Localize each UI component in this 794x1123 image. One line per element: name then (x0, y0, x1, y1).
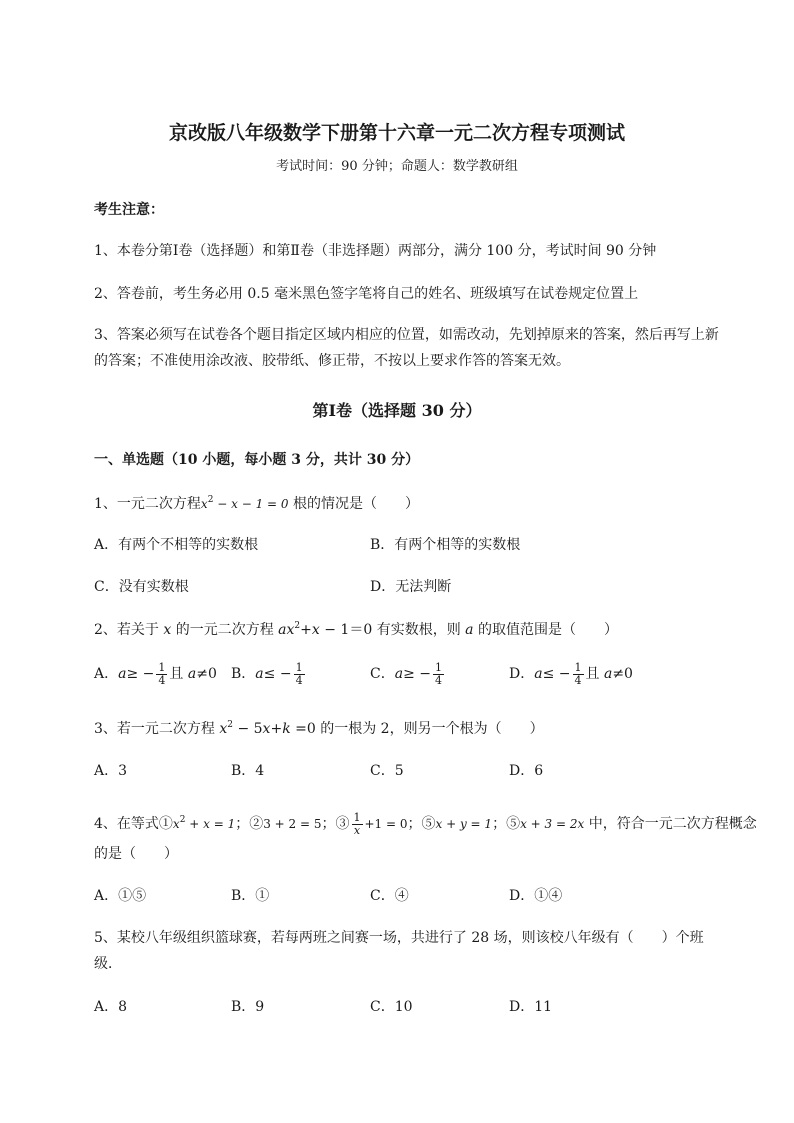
option-label: D． (509, 666, 535, 683)
option-label: B． (231, 666, 256, 683)
separator: ；⑤ (407, 816, 436, 833)
fraction (156, 662, 167, 686)
math-expr: − 5 (233, 721, 263, 737)
math-var: x (262, 721, 271, 737)
option-a[interactable]: A．①⑤ (94, 888, 147, 904)
question-text: 中，符合一元二次方程概念 (584, 816, 757, 833)
math-var: ax (278, 622, 295, 638)
math-var: a (118, 666, 127, 683)
question-text: 2、若关于 (94, 622, 164, 638)
notice-item: 2、答卷前，考生务必用 0.5 毫米黑色签字笔将自己的姓名、班级填写在试卷规定位置上 (94, 286, 639, 302)
math-var: a (255, 666, 264, 683)
option-d[interactable] (509, 662, 633, 686)
separator: ；③ (321, 816, 350, 833)
exponent: 2 (179, 815, 186, 826)
numerator: 1 (353, 811, 361, 824)
math-var: a (394, 666, 404, 683)
numerator: 1 (435, 661, 442, 674)
option-a[interactable]: A．有两个不相等的实数根 (94, 537, 259, 553)
separator: ；⑤ (492, 816, 521, 833)
question-text: 的一元二次方程 (171, 622, 279, 638)
question-3-stem (94, 721, 544, 736)
option-b[interactable]: B．9 (231, 999, 265, 1015)
math-var: x (163, 622, 172, 638)
numerator: 1 (158, 661, 166, 674)
math-var: a (187, 666, 197, 683)
math-op: ≥ − (403, 666, 431, 683)
section-title: 第Ⅰ卷（选择题 30 分） (312, 401, 482, 420)
math-var: a (465, 622, 474, 638)
separator: ；② (235, 816, 264, 833)
math-var: a (534, 666, 543, 683)
option-c[interactable]: C．没有实数根 (94, 579, 189, 595)
notice-item: 3、答案必须写在试卷各个题目指定区域内相应的位置，如需改动，先划掉原来的答案，然后再写上新 (94, 327, 719, 343)
fraction (573, 662, 584, 686)
question-5-stem: 5、某校八年级组织篮球赛，若每两班之间赛一场，共进行了 28 场，则该校八年级有（ ）个班 (94, 930, 704, 946)
math-var: x (219, 721, 228, 737)
denominator: 4 (158, 673, 166, 687)
option-a[interactable]: A．3 (94, 763, 128, 779)
option-c[interactable]: C．④ (370, 888, 409, 904)
question-text: 的取值范围是（ ） (473, 622, 618, 638)
math-text: 且 (169, 666, 188, 683)
option-label: C． (370, 666, 395, 683)
math-op: ≤ − (263, 666, 292, 683)
notice-heading: 考生注意： (94, 202, 164, 218)
question-text: − 1＝0 有实数根，则 (319, 622, 466, 638)
denominator: x (353, 823, 361, 837)
question-5-continuation: 级． (94, 956, 122, 972)
numerator: 1 (295, 661, 303, 674)
option-d[interactable]: D．无法判断 (370, 579, 452, 595)
equation: 3 + 2 = 5 (263, 817, 322, 832)
equation: +1 = 0 (364, 817, 408, 832)
option-d[interactable]: D．①④ (509, 888, 563, 904)
part-heading: 一、单选题（10 小题，每小题 3 分，共计 30 分） (94, 452, 420, 468)
notice-item: 1、本卷分第Ⅰ卷（选择题）和第Ⅱ卷（非选择题）两部分，满分 100 分，考试时间 90 分钟 (94, 243, 657, 259)
math-text: 且 (585, 666, 604, 683)
math-expr: + x = 1 (185, 817, 236, 832)
question-text: 1、一元二次方程 (94, 496, 201, 512)
equation: x + 3 = 2x (520, 817, 585, 832)
option-b[interactable]: B．① (231, 888, 270, 904)
option-d[interactable]: D．6 (509, 763, 544, 779)
option-b[interactable] (231, 662, 307, 686)
denominator: 4 (574, 673, 582, 687)
option-d[interactable]: D．11 (509, 999, 553, 1015)
equation (201, 497, 289, 511)
math-var: a (603, 666, 613, 683)
question-text: 3、若一元二次方程 (94, 721, 220, 737)
exponent: 2 (207, 495, 214, 505)
math-var: x (172, 817, 180, 832)
math-op: + (300, 622, 312, 638)
fraction (352, 812, 363, 836)
math-op: ≠0 (612, 666, 633, 683)
option-c[interactable]: C．5 (370, 763, 404, 779)
question-4-continuation: 的是（ ） (94, 846, 178, 862)
equation (173, 817, 235, 831)
math-expr: − x − 1 = 0 (213, 497, 289, 511)
fraction (294, 662, 305, 686)
exponent: 2 (227, 720, 233, 730)
math-op: + (270, 721, 283, 737)
question-text: 4、在等式① (94, 816, 173, 833)
fraction (433, 662, 444, 686)
page-title: 京改版八年级数学下册第十六章一元二次方程专项测试 (168, 122, 625, 144)
option-b[interactable]: B．4 (231, 763, 265, 779)
math-op: ≠0 (196, 666, 217, 683)
denominator: 4 (435, 673, 442, 687)
question-text: =0 的一根为 2，则另一个根为（ ） (290, 721, 544, 737)
option-label: A． (94, 666, 119, 683)
numerator: 1 (574, 661, 582, 674)
math-op: ≥ − (126, 666, 155, 683)
exam-info: 考试时间：90 分钟；命题人：数学教研组 (276, 159, 518, 174)
option-b[interactable]: B．有两个相等的实数根 (370, 537, 521, 553)
question-4-stem (94, 812, 757, 836)
math-var: x (311, 622, 320, 638)
question-text: 根的情况是（ ） (288, 496, 419, 512)
exponent: 2 (294, 621, 301, 631)
option-a[interactable]: A．8 (94, 999, 128, 1015)
equation: x + y = 1 (435, 817, 493, 832)
notice-item: 的答案；不准使用涂改液、胶带纸、修正带，不按以上要求作答的答案无效。 (94, 353, 570, 369)
math-op: ≤ − (542, 666, 571, 683)
math-var: k (282, 721, 291, 737)
denominator: 4 (295, 673, 303, 687)
question-1-stem (94, 496, 419, 511)
question-2-stem (94, 622, 618, 637)
option-a[interactable] (94, 662, 217, 686)
option-c[interactable]: C．10 (370, 999, 413, 1015)
math-var: x (200, 497, 208, 511)
option-c[interactable] (370, 662, 446, 686)
